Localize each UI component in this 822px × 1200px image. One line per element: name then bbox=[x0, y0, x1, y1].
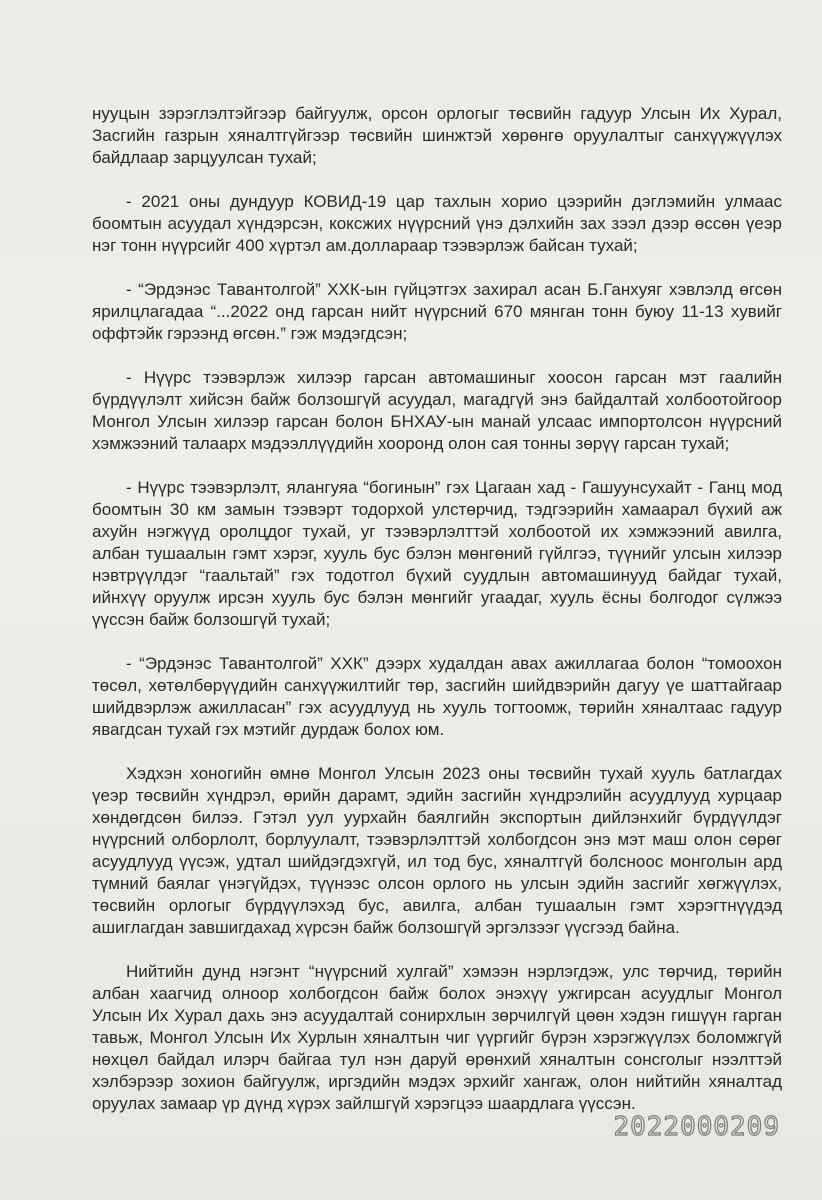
document-body bbox=[92, 103, 782, 1137]
paragraph-continuation: нууцын зэрэглэлтэйгээр байгуулж, орсон орлогыг төсвийн гадуур Улсын Их Хурал, Засгийн газрын хяналтгүйгээр төсвийн шинжтэй хөрөнгө оруулалтыг санхүүжүүлэх байдлаар зарцуулсан тухай; bbox=[92, 104, 782, 167]
paragraph-offtake-statement: - “Эрдэнэс Тавантолгой” ХХК-ын гүйцэтгэх захирал асан Б.Ганхуяг хэвлэлд өгсөн ярилцлагадаа “...2022 онд гарсан нийт нүүрсний 670 мянган тонн буюу 11-13 хувийг оффтэйк гэрээнд өгсөн.” гэж мэдэгдсэн; bbox=[92, 280, 782, 343]
paragraph-hearing-request: Нийтийн дунд нэгэнт “нүүрсний хулгай” хэмээн нэрлэгдэж, улс төрчид, төрийн албан хаагчид олноор холбогдсон байж болох энэхүү ужгирсан асуудлыг Монгол Улсын Их Хурал дахь энэ асуудалтай сонирхлын зөрчилгүй цөөн хэдэн гишүүн гарган тавьж, Монгол Улсын Их Хурлын хяналтын чиг үүргийг бүрэн хэрэгжүүлэх боломжгүй нөхцөл байдал илэрч байгаа тул нэн даруй өрөнхий хяналтын сонсголыг нээлттэй хэлбэрээр зохион байгуулж, иргэдийн мэдэх эрхийг хангаж, олон нийтийн хяналтад оруулах замаар үр дүнд хүрэх зайлшгүй хэрэгцээ шаардлага үүссэн. bbox=[92, 962, 782, 1113]
paragraph-customs-discrepancy: - Нүүрс тээвэрлэж хилээр гарсан автомашиныг хоосон гарсан мэт гаалийн бүрдүүлэлт хийсэн байж болзошгүй асуудал, магадгүй энэ байдалтай холбоотойгоор Монгол Улсын хилээр гарсан болон БНХАУ-ын манай улсаас импортолсон нүүрсний хэмжээний талаарх мэдээллүүдийн хооронд олон сая тонны зөрүү гарсан тухай; bbox=[92, 368, 782, 453]
paragraph-transport-corruption: - Нүүрс тээвэрлэлт, ялангуяа “богинын” гэх Цагаан хад - Гашуунсухайт - Ганц мод боомтын 30 км замын тээвэрт тодорхой улстөрчид, тэдгээрийн хамаарал бүхий аж ахуйн нэгжүүд оролцдог тухай, уг тээвэрлэлттэй холбоотой их хэмжээний авилга, албан тушаалын гэмт хэрэг, хууль бус бэлэн мөнгөний гүйлгээ, түүнийг улсын хилээр нэвтрүүлдэг “гаальтай” гэх тодотгол бүхий суудлын автомашинууд байдаг тухай, ийнхүү оруулж ирсэн хууль бус бэлэн мөнгийг угаадаг, хууль ёсны болгодог сүлжээ үүссэн байж болзошгүй тухай; bbox=[92, 478, 782, 629]
serial-number-stamp: 2022000209 bbox=[613, 1112, 780, 1142]
paragraph-procurement: - “Эрдэнэс Тавантолгой” ХХК” дээрх худалдан авах ажиллагаа болон “томоохон төсөл, хөтөлбөрүүдийн санхүүжилтийг төр, засгийн шийдвэрийн дагуу үе шаттайгаар шийдвэрлэж ажилласан” гэх асуудлууд нь хууль тогтоомж, төрийн хяналтаас гадуур явагдсан тухай гэх мэтийг дурдаж болох юм. bbox=[92, 654, 782, 739]
paragraph-covid-transport: - 2021 оны дундуур КОВИД-19 цар тахлын хорио цээрийн дэглэмийн улмаас боомтын асуудал хүндэрсэн, коксжих нүүрсний үнэ дэлхийн зах зээл дээр өссөн үеэр нэг тонн нүүрсийг 400 хүртэл ам.доллараар тээвэрлэж байсан тухай; bbox=[92, 192, 782, 255]
paragraph-budget-context: Хэдхэн хоногийн өмнө Монгол Улсын 2023 оны төсвийн тухай хууль батлагдах үеэр төсвийн хүндрэл, өрийн дарамт, эдийн засгийн хүндрэлийн асуудлууд хурцаар хөндөгдсөн билээ. Гэтэл уул уурхайн баялгийн экспортын дийлэнхийг бүрдүүлдэг нүүрсний олборлолт, борлуулалт, тээвэрлэлттэй холбогдсон энэ мэт маш олон сөрөг асуудлууд үүсэж, удтал шийдэгдэхгүй, ил тод бус, хяналтгүй болсноос монголын ард түмний баялаг үнэгүйдэх, түүнээс олсон орлого нь улсын эдийн засгийг хөгжүүлэх, төсвийн орлогыг бүрдүүлэхэд бус, авилга, албан тушаалын гэмт хэрэгтнүүдэд ашиглагдан завшигдахад хүрсэн байж болзошгүй эргэлзээг үүсгээд байна. bbox=[92, 764, 782, 937]
